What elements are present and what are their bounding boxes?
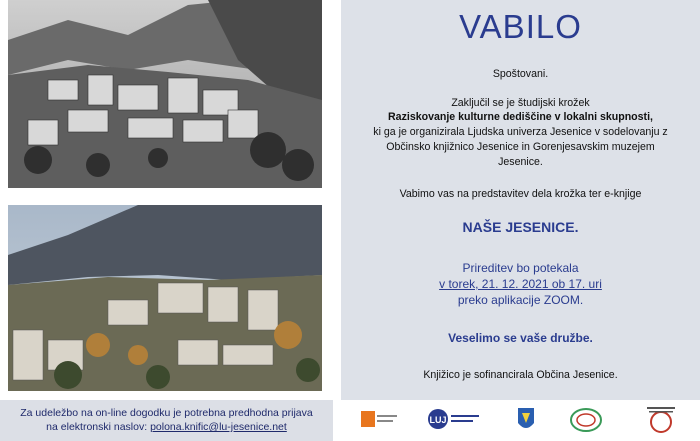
historic-town-photo [8, 0, 322, 188]
intro-line-3: ki ga je organizirala Ljudska univerza Jesenice v sodelovanju z [373, 126, 668, 138]
book-title: NAŠE JESENICE. [462, 219, 579, 235]
event-date: v torek, 21. 12. 2021 ob 17. uri [439, 277, 602, 291]
svg-text:LUJ: LUJ [429, 415, 447, 425]
municipality-crest-icon [516, 405, 536, 435]
invitation-panel [341, 0, 700, 441]
registration-prefix: na elektronski naslov: [46, 421, 151, 433]
knowledge-logo-icon [569, 405, 603, 435]
registration-note [0, 400, 333, 441]
closing-text: Veselimo se vaše družbe. [448, 331, 593, 345]
event-line-3: preko aplikacije ZOOM. [457, 293, 584, 307]
sponsor-text: Knjižico je sofinancirala Občina Jesenice. [423, 369, 618, 381]
invite-text: Vabimo vas na predstavitev dela krožka ter e-knjige [399, 188, 642, 200]
intro-line-5: Jesenice. [498, 156, 543, 168]
circle-name: Raziskovanje kulturne dediščine v lokalni skupnosti, [388, 111, 653, 123]
intro-line-4: Občinsko knjižnico Jesenice in Gorenjesavskim muzejem [386, 141, 655, 153]
registration-line-2 [0, 420, 333, 434]
left-column [0, 0, 333, 441]
intro-line-1: Zaključil se je študijski krožek [451, 97, 590, 109]
logo-strip [341, 400, 700, 441]
lu-logo-icon [426, 405, 481, 435]
email-link[interactable]: polona.knific@lu-jesenice.net [150, 421, 287, 433]
greeting: Spoštovani. [492, 68, 549, 80]
modern-town-photo [8, 205, 322, 391]
library-logo-icon [359, 405, 399, 435]
museum-logo-icon [641, 405, 681, 435]
invitation-title: VABILO [459, 8, 582, 45]
event-line-1: Prireditev bo potekala [462, 261, 579, 275]
registration-line-1: Za udeležbo na on-line dogodku je potrebna predhodna prijava [20, 407, 313, 419]
